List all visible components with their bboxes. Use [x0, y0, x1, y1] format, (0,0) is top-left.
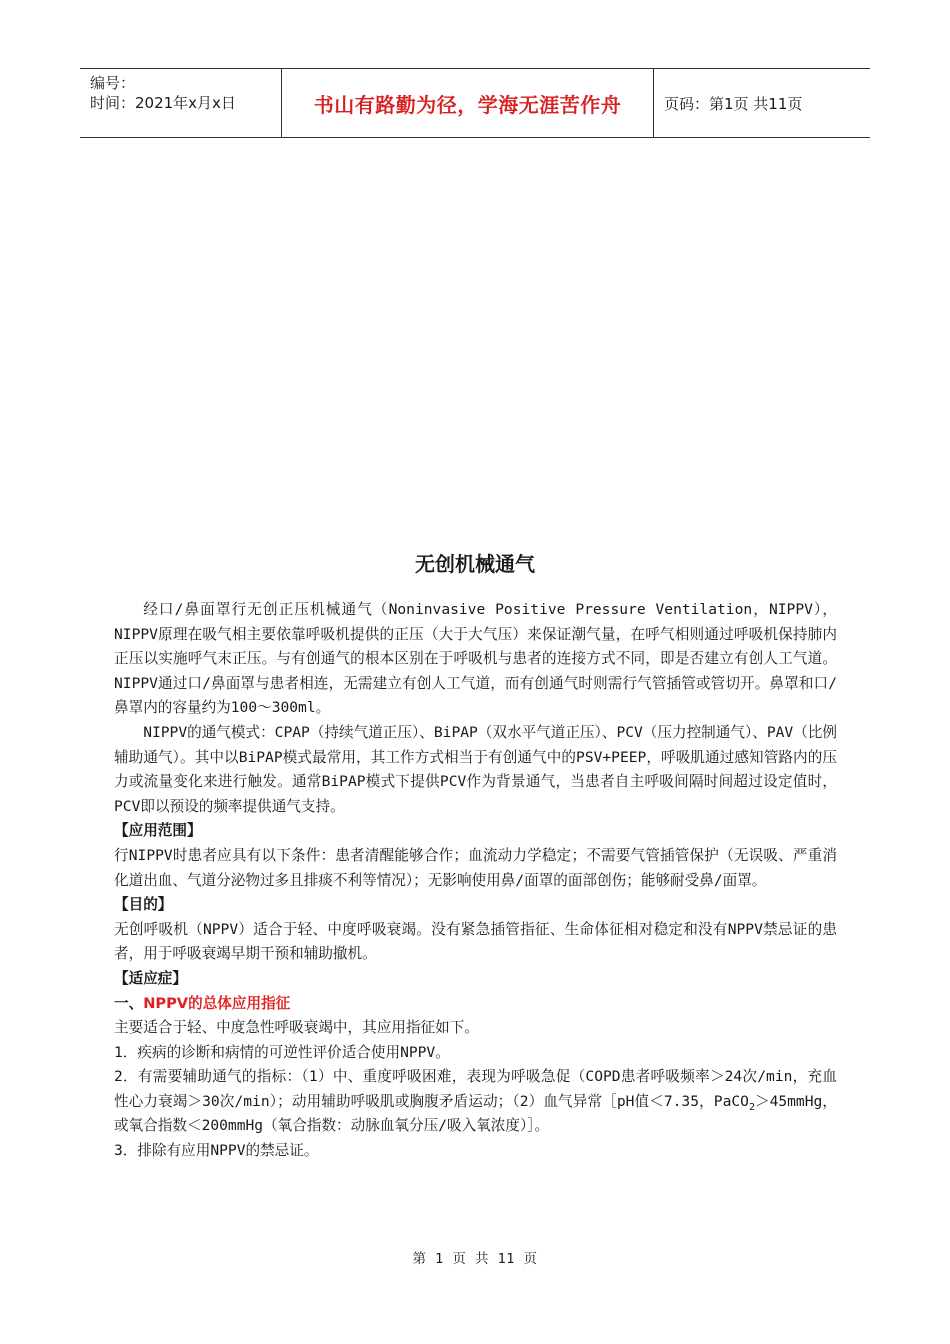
- section-heading-indication: 【适应症】: [114, 969, 187, 987]
- subheading-prefix: 一、: [114, 994, 144, 1012]
- document-title: 无创机械通气: [415, 552, 535, 576]
- list-item-2: [114, 1065, 837, 1139]
- time-label: 时间：2021年x月x日: [90, 94, 236, 112]
- paragraph-purpose: 无创呼吸机（NPPV）适合于轻、中度呼吸衰竭。没有紧急插管指征、生命体征相对稳定和没有NPPV禁忌证的患者，用于呼吸衰竭早期干预和辅助撤机。: [114, 920, 837, 963]
- list-item-2-part-a: 2．有需要辅助通气的指标：（1）中、重度呼吸困难，表现为呼吸急促（COPD患者呼吸频率＞24次/min，充血性心力衰竭＞30次/min）；动用辅助呼吸肌或胸腹矛盾运动；（2）血气异常［pH值＜7.35，PaCO: [114, 1068, 837, 1110]
- motto: 书山有路勤为径，学海无涯苦作舟: [313, 92, 622, 117]
- document-body: [114, 598, 837, 1164]
- header-meta: [80, 69, 282, 137]
- list-item-2-part-b: ＞45mmHg，或氧合指数＜200mmHg（氧合指数：动脉血氧分压/吸入氧浓度）］。: [114, 1092, 837, 1135]
- subheading-title: NPPV的总体应用指征: [143, 994, 291, 1012]
- header-motto-cell: [282, 69, 654, 137]
- header-page-cell: [654, 69, 870, 137]
- document-header: [80, 68, 870, 138]
- paragraph-modes: NIPPV的通气模式：CPAP（持续气道正压）、BiPAP（双水平气道正压）、PCV（压力控制通气）、PAV（比例辅助通气）。其中以BiPAP模式最常用，其工作方式相当于有创通气中的PSV+PEEP，呼吸肌通过感知管路内的压力或流量变化来进行触发。通常BiPAP模式下提供PCV作为背景通气，当患者自主呼吸间隔时间超过设定值时，PCV即以预设的频率提供通气支持。: [114, 723, 837, 815]
- page-footer: 第 1 页 共 11 页: [412, 1251, 538, 1267]
- list-item-1: 1．疾病的诊断和病情的可逆性评价适合使用NPPV。: [114, 1043, 450, 1061]
- list-item-2-subscript: 2: [748, 1101, 755, 1113]
- paragraph-scope: 行NIPPV时患者应具有以下条件：患者清醒能够合作；血流动力学稳定；不需要气管插管保护（无误吸、严重消化道出血、气道分泌物过多且排痰不利等情况）；无影响使用鼻/面罩的面部创伤；能够耐受鼻/面罩。: [114, 846, 837, 889]
- page-info: 页码：第1页 共11页: [664, 94, 803, 113]
- paragraph-definition: 经口/鼻面罩行无创正压机械通气（Noninvasive Positive Pressure Ventilation，NIPPV），NIPPV原理在吸气相主要依靠呼吸机提供的正压（大于大气压）来保证潮气量，在呼气相则通过呼吸机保持肺内正压以实施呼气末正压。与有创通气的根本区别在于呼吸机与患者的连接方式不同，即是否建立有创人工气道。NIPPV通过口/鼻面罩与患者相连，无需建立有创人工气道，而有创通气时则需行气管插管或管切开。鼻罩和口/鼻罩内的容量约为100～300ml。: [114, 601, 837, 717]
- list-item-3: 3．排除有应用NPPV的禁忌证。: [114, 1142, 319, 1160]
- paragraph-intro: 主要适合于轻、中度急性呼吸衰竭中，其应用指征如下。: [114, 1019, 479, 1037]
- number-label: 编号：: [90, 74, 136, 92]
- subheading-indication: [114, 992, 837, 1017]
- section-heading-purpose: 【目的】: [114, 896, 173, 914]
- section-heading-scope: 【应用范围】: [114, 822, 202, 840]
